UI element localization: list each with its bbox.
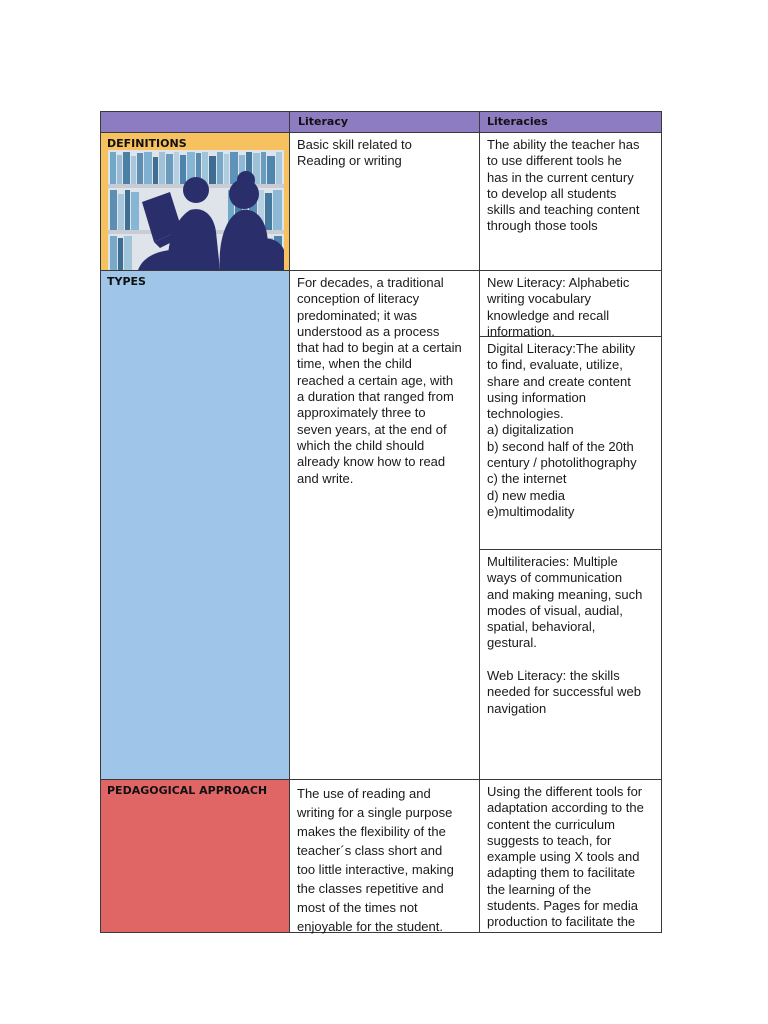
books-reading-silhouette-icon <box>108 150 284 270</box>
pedagogical-literacy-cell <box>289 779 480 933</box>
types-literacy-cell <box>289 270 480 780</box>
definitions-label-cell <box>100 132 290 271</box>
definitions-literacy-text: Basic skill related to Reading or writing <box>297 137 412 169</box>
types-digital-literacy-cell <box>479 336 662 550</box>
types-label-cell <box>100 270 290 780</box>
pedagogical-literacies-cell <box>479 779 662 933</box>
definitions-literacy-cell <box>289 132 480 271</box>
types-new-literacy-text: New Literacy: Alphabetic writing vocabulary knowledge and recall information. <box>487 275 630 339</box>
definitions-label: DEFINITIONS <box>107 137 187 150</box>
types-digital-literacy-text: Digital Literacy:The ability to find, evaluate, utilize, share and create content using information technologies. a) digitalization b) second half of the 20th century / photolithography c) the internet d) new media e)multimodality <box>487 341 637 519</box>
definitions-literacies-cell <box>479 132 662 271</box>
pedagogical-label-cell <box>100 779 290 933</box>
pedagogical-label: PEDAGOGICAL APPROACH <box>107 784 268 797</box>
types-label: TYPES <box>107 275 146 288</box>
definitions-literacies-text: The ability the teacher has to use different tools he has in the current century to develop all students skills and teaching content through those tools <box>487 137 640 234</box>
types-literacy-text: For decades, a traditional conception of literacy predominated; it was understood as a process that had to begin at a certain time, when the child reached a certain age, with a duration that ranged from approximately three to seven years, at the end of which the child should already know how to read and write. <box>297 275 462 486</box>
header-literacies-text: Literacies <box>487 115 548 128</box>
header-cell-literacies <box>479 111 662 133</box>
types-multiliteracies-cell <box>479 549 662 780</box>
header-cell-empty <box>100 111 290 133</box>
pedagogical-literacies-text: Using the different tools for adaptation according to the content the curriculum suggests to teach, for example using X tools and adapting them to facilitate the learning of the students. Pages for media production to facilitate the <box>487 784 644 930</box>
header-cell-literacy <box>289 111 480 133</box>
types-multiliteracies-text: Multiliteracies: Multiple ways of communication and making meaning, such modes of visual, audial, spatial, behavioral, gestural. Web Literacy: the skills needed for successful web navigation <box>487 554 643 716</box>
types-new-literacy-cell <box>479 270 662 337</box>
pedagogical-literacy-text: The use of reading and writing for a single purpose makes the flexibility of the teacher´s class short and too little interactive, making the classes repetitive and most of the times not enjoyable for the student. <box>297 786 454 934</box>
header-literacy-text: Literacy <box>298 115 349 128</box>
